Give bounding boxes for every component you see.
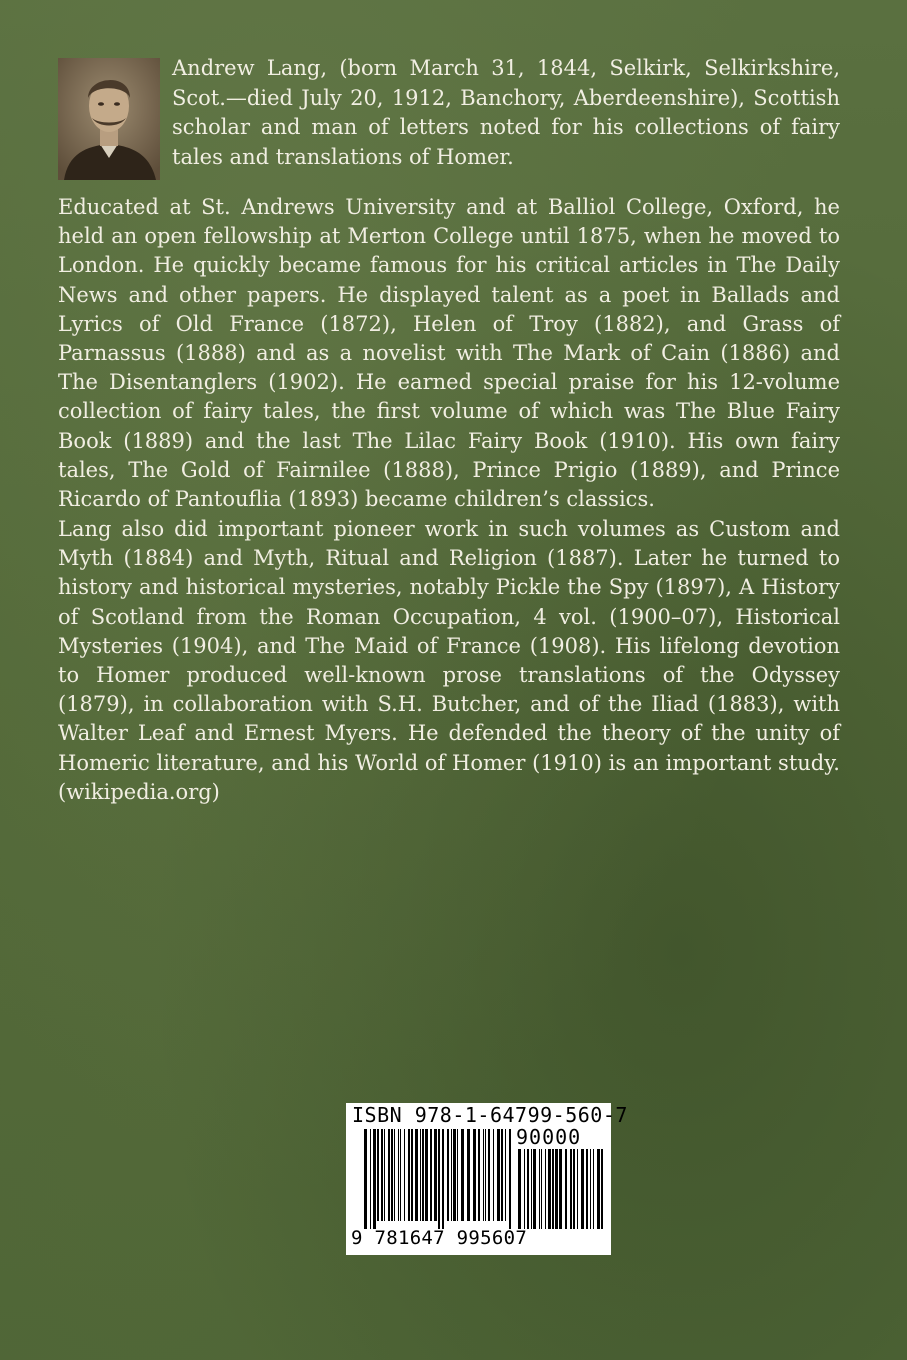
barcode-bar	[497, 1129, 500, 1221]
barcode-bar	[531, 1149, 532, 1229]
barcode-bar	[370, 1129, 371, 1229]
barcode-bar	[411, 1129, 413, 1221]
barcode-bar	[461, 1129, 464, 1221]
barcode-bar	[593, 1149, 594, 1229]
barcode-bar	[488, 1129, 490, 1221]
barcode-bar	[485, 1129, 486, 1221]
barcode-bar	[586, 1149, 588, 1229]
barcode-bar	[483, 1129, 484, 1221]
barcode-bar	[597, 1149, 600, 1229]
barcode-bar	[545, 1149, 546, 1229]
ean-barcode-bars	[364, 1129, 514, 1229]
barcode-bar	[478, 1129, 480, 1221]
barcode-bar	[518, 1149, 521, 1229]
barcode-bar	[533, 1149, 536, 1229]
barcode-bar	[422, 1129, 424, 1221]
barcode-bar	[565, 1149, 567, 1229]
barcode-bar	[541, 1149, 542, 1229]
barcode-bar	[570, 1149, 572, 1229]
addon-barcode-bars	[518, 1149, 604, 1229]
barcode-bar	[391, 1129, 393, 1221]
barcode-bar	[447, 1129, 449, 1221]
barcode-bar	[438, 1129, 440, 1229]
barcode-bar	[394, 1129, 395, 1221]
barcode-bar	[430, 1129, 432, 1221]
barcode-bar	[442, 1129, 444, 1229]
barcode-bar	[473, 1129, 476, 1221]
barcode-bar	[364, 1129, 367, 1229]
barcode-bar	[420, 1129, 421, 1221]
barcode-bar	[581, 1149, 584, 1229]
author-intro-paragraph: Andrew Lang, (born March 31, 1844, Selkirk, Selkirkshire, Scot.—died July 20, 1912, Banchory, Aberdeenshire), Scottish scholar and man of letters noted for his collections of fairy tales and translations of Homer.	[172, 56, 840, 169]
barcode-bar	[425, 1129, 428, 1221]
barcode-bar	[501, 1129, 503, 1221]
barcode-bar	[453, 1129, 456, 1221]
barcode-bar	[539, 1149, 540, 1229]
isbn-label: ISBN 978-1-64799-560-7	[352, 1103, 628, 1127]
barcode-bar	[552, 1149, 554, 1229]
barcode-bar	[590, 1149, 591, 1229]
barcode-bar	[509, 1129, 511, 1229]
biography-paragraph-education: Educated at St. Andrews University and at Balliol College, Oxford, he held an open fellowship at Merton College until 1875, when he moved to London. He quickly became famous for his critical articles in The Daily News and other papers. He displayed talent as a poet in Ballads and Lyrics of Old France (1872), Helen of Troy (1882), and Grass of Parnassus (1888) and as a novelist with The Mark of Cain (1886) and The Disentanglers (1902). He earned special praise for his 12-volume collection of fairy tales, the first volume of which was The Blue Fairy Book (1889) and the last The Lilac Fairy Book (1910). His own fairy tales, The Gold of Fairnilee (1888), Prince Prigio (1889), and Prince Ricardo of Pantouflia (1893) became children’s classics.	[58, 195, 840, 512]
portrait-image	[58, 58, 160, 180]
barcode-bar	[555, 1149, 558, 1229]
price-code: 90000	[516, 1125, 582, 1149]
barcode-bar	[384, 1129, 385, 1221]
barcode-bar	[415, 1129, 418, 1221]
barcode-bar	[573, 1149, 575, 1229]
barcode-bar	[601, 1149, 603, 1229]
barcode-bar	[493, 1129, 494, 1221]
barcode-bar	[457, 1129, 458, 1221]
barcode-bar	[377, 1129, 379, 1221]
barcode-bar	[559, 1149, 562, 1229]
ean-digits: 9 781647 995607	[351, 1227, 528, 1249]
author-portrait	[58, 58, 160, 180]
barcode-bar	[548, 1149, 551, 1229]
isbn-barcode	[346, 1103, 628, 1255]
biography-paragraph-works: Lang also did important pioneer work in such volumes as Custom and Myth (1884) and Myth, Ritual and Religion (1887). Later he turned to history and historical mysteries, notably Pickle the Spy (1897), A History of Scotland from the Roman Occupation, 4 vol. (1900–07), Historical Mysteries (1904), and The Maid of France (1908). His lifelong devotion to Homer produced well-known prose translations of the Odyssey (1879), in collaboration with S.H. Butcher, and of the Iliad (1883), with Walter Leaf and Ernest Myers. He defended the theory of the unity of Homeric literature, and his World of Homer (1910) is an important study. (wikipedia.org)	[58, 517, 840, 804]
barcode-bar	[577, 1149, 578, 1229]
barcode-bar	[404, 1129, 405, 1221]
barcode-bar	[400, 1129, 401, 1221]
barcode-bar	[434, 1129, 437, 1221]
barcode-bar	[467, 1129, 470, 1221]
barcode-bar	[381, 1129, 383, 1221]
barcode-bar	[408, 1129, 410, 1221]
barcode-bar	[398, 1129, 399, 1221]
barcode-bar	[451, 1129, 452, 1221]
barcode-bar	[388, 1129, 390, 1221]
barcode-bar	[505, 1129, 506, 1221]
barcode-bar	[527, 1149, 529, 1229]
barcode-bar	[524, 1149, 525, 1229]
barcode-bar	[373, 1129, 376, 1229]
